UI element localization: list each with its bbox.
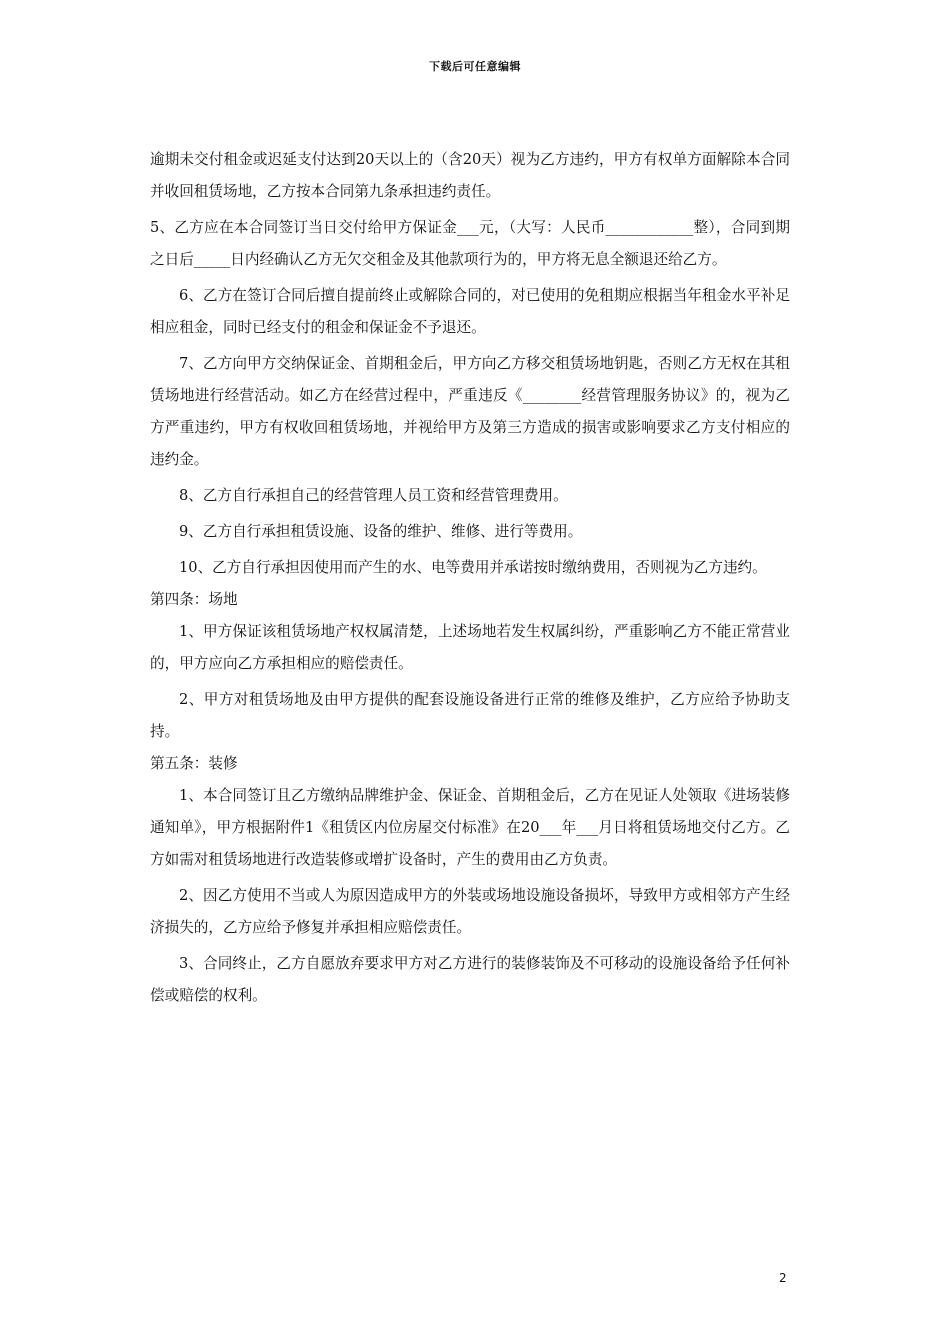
- paragraph-clause-10-utilities: 10、乙方自行承担因使用而产生的水、电等费用并承诺按时缴纳费用，否则视为乙方违约。: [179, 559, 767, 576]
- page-header: 下载后可任意编辑: [429, 60, 521, 73]
- page-number: 2: [779, 1271, 787, 1285]
- paragraph-article-4-clause-2: 2、甲方对租赁场地及由甲方提供的配套设施设备进行正常的维修及维护，乙方应给予协助支持。: [150, 691, 790, 740]
- paragraph-overdue-rent: 逾期未交付租金或迟延支付达到20天以上的（含20天）视为乙方违约，甲方有权单方面解除本合同并收回租赁场地，乙方按本合同第九条承担违约责任。: [150, 151, 790, 200]
- paragraph-clause-9-maintenance: 9、乙方自行承担租赁设施、设备的维护、维修、进行等费用。: [179, 523, 583, 540]
- section-heading-article-4: 第四条：场地: [150, 591, 238, 608]
- paragraph-clause-8-staff-costs: 8、乙方自行承担自己的经营管理人员工资和经营管理费用。: [179, 487, 568, 504]
- document-body: [150, 144, 790, 1012]
- paragraph-clause-5-deposit: 5、乙方应在本合同签订当日交付给甲方保证金___元，（大写：人民币____________整），合同到期之日后_____日内经确认乙方无欠交租金及其他款项行为的，甲方将无息全额退还给乙方。: [150, 219, 790, 268]
- paragraph-article-5-clause-3: 3、合同终止，乙方自愿放弃要求甲方对乙方进行的装修装饰及不可移动的设施设备给予任何补偿或赔偿的权利。: [150, 955, 790, 1004]
- section-heading-article-5: 第五条：装修: [150, 755, 238, 772]
- paragraph-article-5-clause-1: 1、本合同签订且乙方缴纳品牌维护金、保证金、首期租金后，乙方在见证人处领取《进场装修通知单》，甲方根据附件1《租赁区内位房屋交付标准》在20___年___月日将租赁场地交付乙方。乙方如需对租赁场地进行改造装修或增扩设备时，产生的费用由乙方负责。: [150, 787, 790, 868]
- paragraph-article-4-clause-1: 1、甲方保证该租赁场地产权权属清楚，上述场地若发生权属纠纷，严重影响乙方不能正常营业的，甲方应向乙方承担相应的赔偿责任。: [150, 623, 790, 672]
- paragraph-clause-7-keys: 7、乙方向甲方交纳保证金、首期租金后，甲方向乙方移交租赁场地钥匙，否则乙方无权在其租赁场地进行经营活动。如乙方在经营过程中，严重违反《________经营管理服务协议》的，视为乙方严重违约，甲方有权收回租赁场地，并视给甲方及第三方造成的损害或影响要求乙方支付相应的违约金。: [150, 355, 790, 468]
- paragraph-clause-6-early-termination: 6、乙方在签订合同后擅自提前终止或解除合同的，对已使用的免租期应根据当年租金水平补足相应租金，同时已经支付的租金和保证金不予退还。: [150, 287, 790, 336]
- paragraph-article-5-clause-2: 2、因乙方使用不当或人为原因造成甲方的外装或场地设施设备损坏，导致甲方或相邻方产生经济损失的，乙方应给予修复并承担相应赔偿责任。: [150, 887, 790, 936]
